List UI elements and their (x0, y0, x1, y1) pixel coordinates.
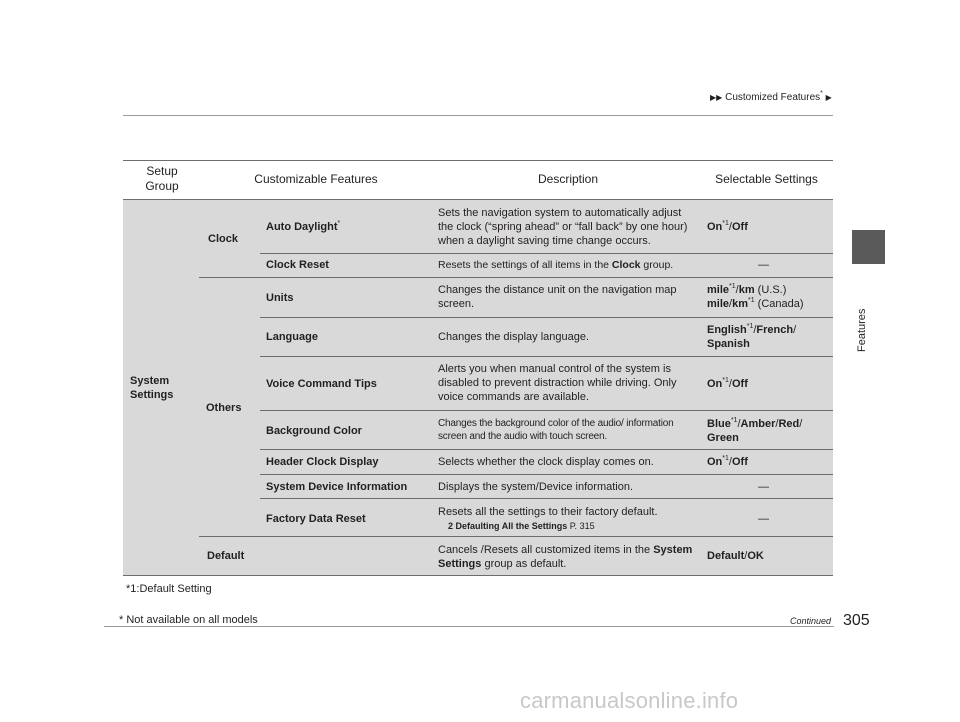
desc-background-color: Changes the background color of the audio/ information screen and the audio with touch screen. (438, 418, 674, 442)
setting-background-color: Blue$^{*1}$/Amber/Red/ Green (707, 417, 803, 444)
footnote: *1:Default Setting (126, 583, 212, 595)
feature-background-color: Background Color (266, 425, 362, 437)
setting-system-device-information: — (758, 481, 769, 493)
setting-units: mile$^{*1}$/km (U.S.) mile/$km^{*1}$ (Canada) (707, 283, 804, 310)
setting-default: Default/OK (707, 550, 764, 562)
arrow-icon: ▶▶ (710, 93, 723, 102)
breadcrumb (710, 92, 832, 103)
feature-units: Units (266, 292, 294, 304)
availability-note: * Not available on all models (119, 614, 258, 626)
header-divider (123, 115, 833, 116)
desc-factory-data-reset: Resets all the settings to their factory default. 2 Defaulting All the Settings P. 315 (438, 505, 693, 533)
table-top-rule (123, 160, 833, 161)
desc-header-clock-display: Selects whether the clock display comes on. (438, 456, 654, 468)
setting-header-clock-display: On$^{*1}$/Off (707, 455, 748, 468)
desc-units: Changes the distance unit on the navigation map screen. (438, 284, 677, 310)
setting-auto-daylight: On$^{*1}$/Off (707, 220, 748, 233)
continued-label: Continued (790, 616, 832, 626)
group-system-settings: System Settings (130, 375, 174, 401)
breadcrumb-star: * (820, 90, 823, 97)
group-divider (199, 536, 833, 537)
subgroup-clock: Clock (208, 233, 238, 245)
row-divider (260, 474, 833, 475)
reference-arrow-icon: 2 (448, 521, 454, 531)
col-header-features: Customizable Features (254, 172, 378, 186)
subgroup-default: Default (207, 550, 245, 562)
row-divider (260, 410, 833, 411)
row-divider (260, 317, 833, 318)
desc-clock-reset: Resets the settings of all items in the Clock group. (438, 259, 674, 271)
page-number: 305 (843, 612, 870, 629)
feature-auto-daylight: Auto Daylight* (266, 220, 341, 233)
arrow-icon: ▶ (825, 93, 832, 102)
desc-system-device-information: Displays the system/Device information. (438, 481, 634, 493)
row-divider (260, 356, 833, 357)
feature-clock-reset: Clock Reset (266, 259, 329, 271)
page-reference-link[interactable]: 2 Defaulting All the Settings P. 315 (448, 521, 595, 531)
subgroup-others: Others (206, 402, 242, 414)
row-divider (260, 449, 833, 450)
setting-voice-command-tips: On$^{*1}$/Off (707, 377, 748, 390)
feature-factory-data-reset: Factory Data Reset (266, 513, 366, 525)
row-divider (260, 498, 833, 499)
desc-language: Changes the display language. (438, 331, 590, 343)
setting-language: English$^{*1}$/French/ Spanish (707, 323, 797, 350)
breadcrumb-text: Customized Features (725, 92, 821, 103)
feature-voice-command-tips: Voice Command Tips (266, 378, 377, 390)
setting-clock-reset: — (758, 259, 769, 271)
watermark: carmanualsonline.info (520, 688, 739, 713)
setting-factory-data-reset: — (758, 513, 769, 525)
desc-voice-command-tips: Alerts you when manual control of the system is disabled to prevent distraction while driving. Only voice commands are available. (438, 363, 677, 403)
desc-auto-daylight: Sets the navigation system to automatically adjust the clock (“spring ahead” or “fall back” by one hour) when a daylight saving time change occurs. (438, 207, 688, 247)
feature-header-clock-display: Header Clock Display (266, 456, 379, 468)
footer-divider (104, 626, 834, 627)
feature-system-device-information: System Device Information (266, 481, 408, 493)
col-header-description: Description (537, 172, 599, 186)
row-divider (260, 253, 833, 254)
group-divider (199, 277, 833, 278)
col-header-setup-group: Setup Group (145, 164, 179, 193)
feature-language: Language (266, 331, 318, 343)
col-header-settings: Selectable Settings (715, 172, 818, 186)
section-tab (852, 230, 885, 264)
section-label: Features (856, 308, 868, 352)
desc-default: Cancels /Resets all customized items in the System Settings group as default. (438, 544, 693, 570)
